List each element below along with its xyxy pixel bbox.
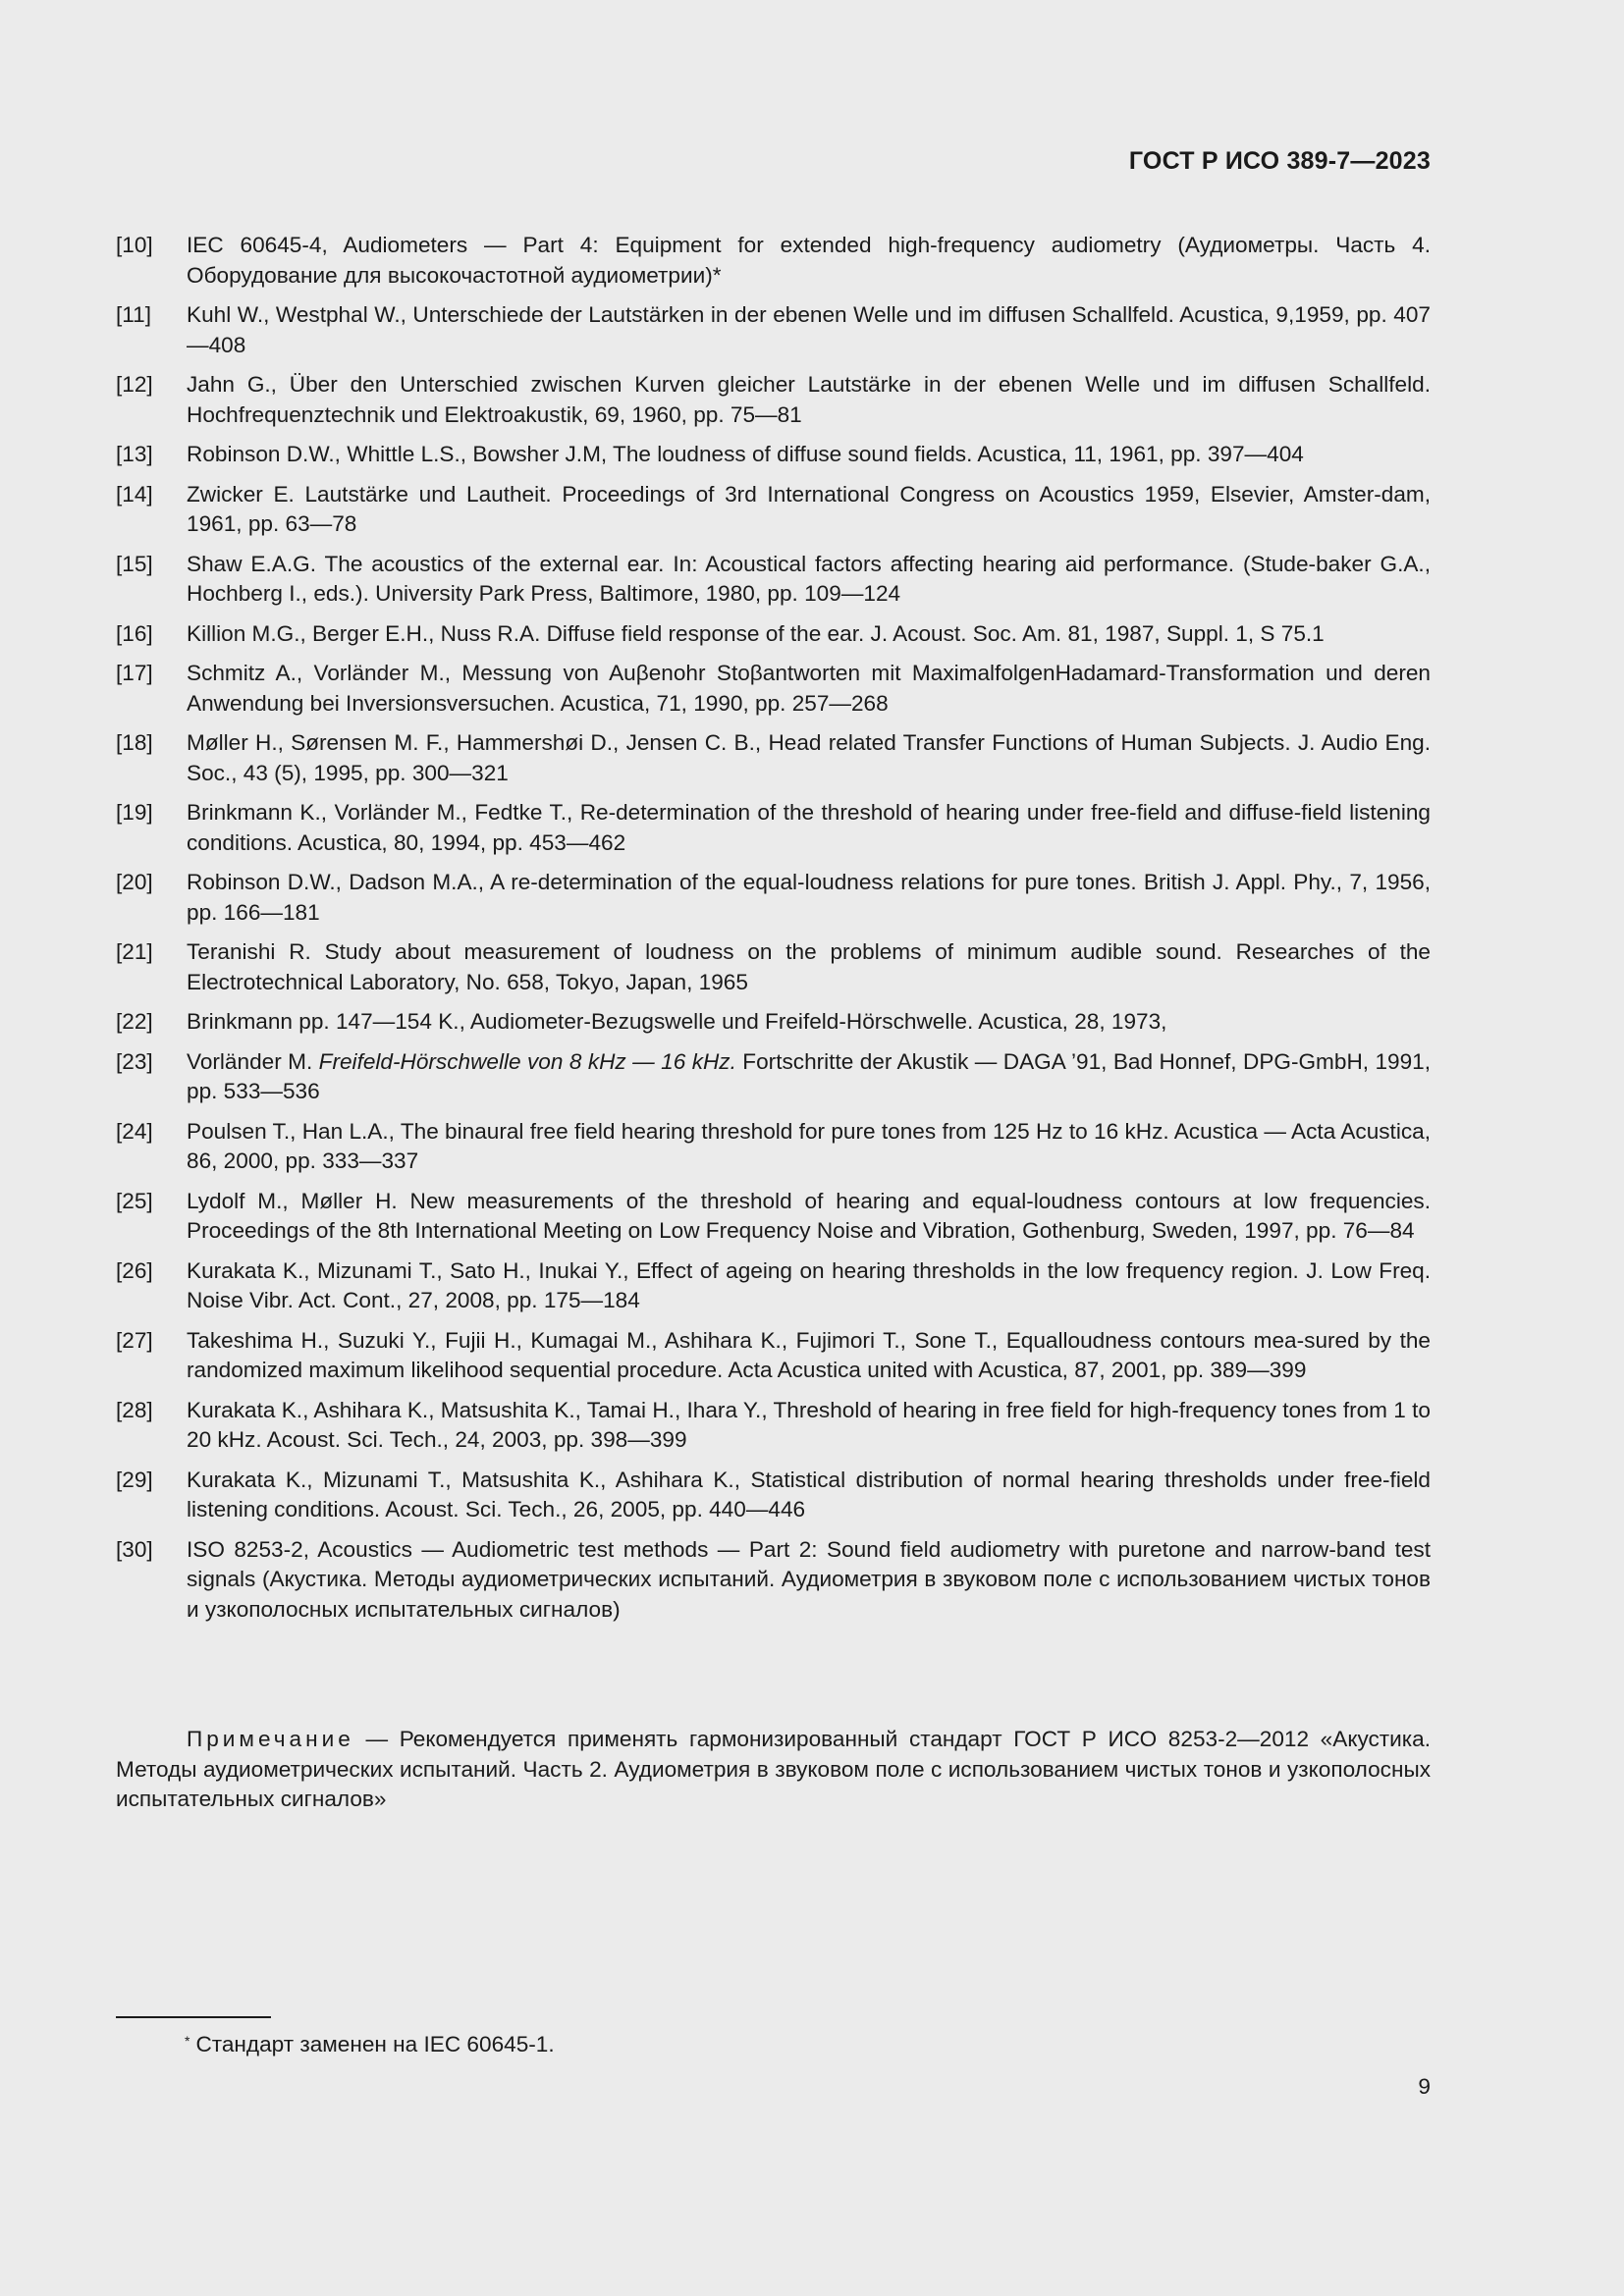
reference-item: [116, 1326, 1431, 1386]
reference-item: [116, 1466, 1431, 1525]
reference-number: [19]: [116, 800, 153, 825]
reference-number: [29]: [116, 1467, 153, 1492]
reference-number: [23]: [116, 1048, 153, 1074]
reference-item: [116, 937, 1431, 997]
reference-number: [10]: [116, 233, 153, 257]
reference-text: [187, 1047, 1431, 1107]
reference-number: [21]: [116, 939, 153, 964]
reference-item: [116, 300, 1431, 360]
reference-text: Brinkmann K., Vorländer M., Fedtke T., Re-determination of the threshold of hearing under free-field and diffuse-field listening conditions. Acustica, 80, 1994, pp. 453—462: [187, 800, 1431, 855]
reference-item: [116, 231, 1431, 291]
note-text: — Рекомендуется применять гармонизированный стандарт ГОСТ Р ИСО 8253-2—2012 «Акустика. Методы аудиометрических испытаний. Часть 2. Аудиометрия в звуковом поле с использованием чистых тонов и узкополосных испытательных сигналов»: [116, 1727, 1431, 1811]
reference-item: [116, 1117, 1431, 1177]
reference-number: [15]: [116, 551, 153, 576]
reference-item: [116, 1535, 1431, 1626]
reference-number: [27]: [116, 1327, 153, 1353]
reference-item: [116, 1256, 1431, 1316]
reference-item: [116, 868, 1431, 928]
reference-text: Kuhl W., Westphal W., Unterschiede der Lautstärken in der ebenen Welle und im diffusen Schallfeld. Acustica, 9,1959, pp. 407—408: [187, 302, 1431, 357]
reference-number: [13]: [116, 442, 153, 466]
reference-number: [24]: [116, 1118, 153, 1144]
footnote-marker: *: [185, 2033, 190, 2049]
reference-text: Zwicker E. Lautstärke und Lautheit. Proceedings of 3rd International Congress on Acoustics 1959, Elsevier, Amster-dam, 1961, pp. 63—78: [187, 481, 1431, 536]
footnote: [185, 2030, 555, 2059]
reference-item: [116, 1007, 1431, 1038]
reference-number: [30]: [116, 1536, 153, 1562]
reference-item: [116, 550, 1431, 610]
reference-text: Poulsen T., Han L.A., The binaural free field hearing threshold for pure tones from 125 Hz to 16 kHz. Acustica — Acta Acustica, 86, 2000, pp. 333—337: [187, 1118, 1431, 1173]
reference-text: Shaw E.A.G. The acoustics of the external ear. In: Acoustical factors affecting hearing aid performance. (Stude-baker G.A., Hochberg I., eds.). University Park Press, Baltimore, 1980, pp. 109—124: [187, 551, 1431, 606]
reference-text: Robinson D.W., Whittle L.S., Bowsher J.M, The loudness of diffuse sound fields. Acustica, 11, 1961, pp. 397—404: [187, 442, 1304, 466]
reference-item: [116, 480, 1431, 540]
reference-text: Lydolf M., Møller H. New measurements of the threshold of hearing and equal-loudness contours at low frequencies. Proceedings of the 8th International Meeting on Low Frequency Noise and Vibration, Gothenburg, Sweden, 1997, pp. 76—84: [187, 1188, 1431, 1243]
reference-text: Kurakata K., Mizunami T., Matsushita K., Ashihara K., Statistical distribution of normal hearing thresholds under free-field listening conditions. Acoust. Sci. Tech., 26, 2005, pp. 440—446: [187, 1467, 1431, 1522]
reference-text: Møller H., Sørensen M. F., Hammershøi D., Jensen C. B., Head related Transfer Functions of Human Subjects. J. Audio Eng. Soc., 43 (5), 1995, pp. 300—321: [187, 730, 1431, 785]
bibliography-list: [116, 231, 1431, 1634]
reference-number: [17]: [116, 661, 153, 685]
reference-item: [116, 440, 1431, 470]
reference-item: [116, 370, 1431, 430]
reference-text: Teranishi R. Study about measurement of loudness on the problems of minimum audible sound. Researches of the Electrotechnical Laboratory, No. 658, Tokyo, Japan, 1965: [187, 939, 1431, 994]
reference-text: Schmitz A., Vorländer M., Messung von Auβenohr Stoβantworten mit MaximalfolgenHadamard-Transformation und deren Anwendung bei Inversionsversuchen. Acustica, 71, 1990, pp. 257—268: [187, 661, 1431, 716]
reference-text: Brinkmann pp. 147—154 K., Audiometer-Bezugswelle und Freifeld-Hörschwelle. Acustica, 28, 1973,: [187, 1009, 1167, 1034]
reference-item: [116, 659, 1431, 719]
reference-text: IEC 60645-4, Audiometers — Part 4: Equipment for extended high-frequency audiometry (Аудиометры. Часть 4. Оборудование для высокочастотной аудиометрии)*: [187, 233, 1431, 288]
reference-number: [16]: [116, 620, 153, 646]
note-paragraph: [116, 1725, 1431, 1815]
footnote-text: Стандарт заменен на IEC 60645-1.: [195, 2032, 555, 2056]
reference-text: Killion M.G., Berger E.H., Nuss R.A. Diffuse field response of the ear. J. Acoust. Soc. Am. 81, 1987, Suppl. 1, S 75.1: [187, 620, 1325, 646]
page-number: 9: [1418, 2074, 1431, 2099]
reference-item: [116, 619, 1431, 650]
reference-number: [11]: [116, 302, 152, 327]
reference-text: Robinson D.W., Dadson M.A., A re-determination of the equal-loudness relations for pure tones. British J. Appl. Phy., 7, 1956, pp. 166—181: [187, 870, 1431, 925]
reference-item: [116, 728, 1431, 788]
reference-text-part: Vorländer M.: [187, 1048, 319, 1074]
reference-item: [116, 1396, 1431, 1456]
reference-text: Kurakata K., Mizunami T., Sato H., Inukai Y., Effect of ageing on hearing thresholds in the low frequency region. J. Low Freq. Noise Vibr. Act. Cont., 27, 2008, pp. 175—184: [187, 1257, 1431, 1312]
reference-text: Takeshima H., Suzuki Y., Fujii H., Kumagai M., Ashihara K., Fujimori T., Sone T., Equalloudness contours mea-sured by the randomized maximum likelihood sequential procedure. Acta Acustica united with Acustica, 87, 2001, pp. 389—399: [187, 1327, 1431, 1382]
reference-number: [18]: [116, 730, 153, 755]
reference-text: Jahn G., Über den Unterschied zwischen Kurven gleicher Lautstärke in der ebenen Welle und im diffusen Schallfeld. Hochfrequenztechnik und Elektroakustik, 69, 1960, pp. 75—81: [187, 372, 1431, 427]
reference-italic-title: Freifeld-Hörschwelle von 8 kHz — 16 kHz.: [318, 1048, 736, 1074]
note-label: Примечание: [187, 1727, 354, 1751]
reference-number: [26]: [116, 1257, 153, 1283]
reference-item: [116, 798, 1431, 858]
reference-number: [20]: [116, 870, 153, 894]
reference-number: [12]: [116, 372, 153, 397]
reference-number: [14]: [116, 481, 153, 507]
footnote-divider: [116, 2016, 271, 2018]
reference-number: [28]: [116, 1397, 153, 1422]
reference-number: [25]: [116, 1188, 153, 1213]
reference-text: Kurakata K., Ashihara K., Matsushita K., Tamai H., Ihara Y., Threshold of hearing in free field for high-frequency tones from 1 to 20 kHz. Acoust. Sci. Tech., 24, 2003, pp. 398—399: [187, 1397, 1431, 1452]
reference-text-part: Fortschritte der Akustik — DAGA ’91, Bad Honnef, DPG-GmbH, 1991, pp. 533—536: [187, 1048, 1431, 1103]
reference-item: [116, 1187, 1431, 1247]
reference-item: [116, 1047, 1431, 1107]
document-header: ГОСТ Р ИСО 389-7—2023: [1128, 147, 1431, 175]
reference-number: [22]: [116, 1009, 153, 1034]
reference-text: ISO 8253-2, Acoustics — Audiometric test methods — Part 2: Sound field audiometry with puretone and narrow-band test signals (Акустика. Методы аудиометрических испытаний. Аудиометрия в звуковом поле с использованием чистых тонов и узкополосных испытательных сигналов): [187, 1536, 1431, 1622]
